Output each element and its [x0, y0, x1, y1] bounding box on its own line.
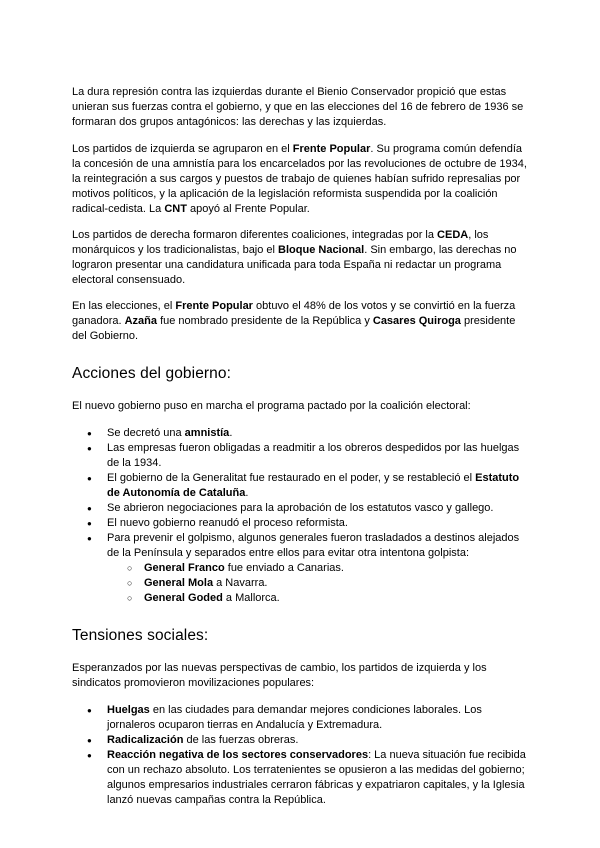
- sub-list-item: [107, 576, 528, 591]
- text-run: . Su programa común defendía la concesión de una amnistía para los encarcelados por las revoluciones de octubre de 1934, la reintegración a sus cargos y puestos de trabajo de quienes habían sufrido represalias por motivos políticos, y la aplicación de la legislación reformista suspendida por la coalición radical-cedista. La: [72, 143, 527, 215]
- bold-text-run: Huelgas: [107, 704, 150, 716]
- list-item: [72, 748, 528, 808]
- text-run: En las elecciones, el: [72, 300, 176, 312]
- text-run: en las ciudades para demandar mejores condiciones laborales. Los jornaleros ocuparon tierras en Andalucía y Extremadura.: [107, 704, 482, 731]
- paragraph-p2: [72, 142, 528, 217]
- section-intro-tensiones: Esperanzados por las nuevas perspectivas de cambio, los partidos de izquierda y los sindicatos promovieron movilizaciones populares:: [72, 662, 487, 689]
- list-item: [72, 441, 528, 471]
- bold-text-run: Radicalización: [107, 734, 184, 746]
- text-run: apoyó al Frente Popular.: [186, 203, 310, 215]
- bold-text-run: Reacción negativa de los sectores conservadores: [107, 749, 369, 761]
- list-item: [72, 531, 528, 606]
- text-run: Los partidos de izquierda se agruparon en el: [72, 143, 293, 155]
- bold-text-run: Frente Popular: [292, 143, 371, 155]
- bold-text-run: Casares Quiroga: [372, 315, 461, 327]
- bold-text-run: CNT: [164, 203, 187, 215]
- bold-text-run: amnistía: [184, 427, 230, 439]
- sub-list-item: [107, 561, 528, 576]
- text-run: a Mallorca.: [222, 592, 280, 604]
- text-run: El gobierno de la Generalitat fue restaurado en el poder, y se restableció el: [107, 472, 476, 484]
- bold-text-run: CEDA: [437, 229, 469, 241]
- text-run: : La nueva situación fue recibida con un rechazo absoluto. Los terratenientes se opusieron a las medidas del gobierno; algunos empresarios industriales cerraron fábricas y expatriaron capitales, y la Iglesia lanzó nuevas campañas contra la República.: [107, 749, 526, 806]
- text-run: obtuvo el 48% de los votos y se convirtió en la fuerza ganadora.: [72, 300, 516, 327]
- section-heading-tensiones: Tensiones sociales:: [72, 627, 209, 644]
- text-run: Se decretó una: [107, 427, 185, 439]
- bold-text-run: General Goded: [144, 592, 223, 604]
- section-intro-acciones: El nuevo gobierno puso en marcha el programa pactado por la coalición electoral:: [72, 400, 471, 412]
- text-run: a Navarra.: [213, 577, 268, 589]
- paragraph-p1: [72, 85, 528, 130]
- bold-text-run: Bloque Nacional: [278, 244, 365, 256]
- text-run: El nuevo gobierno reanudó el proceso reformista.: [107, 517, 348, 529]
- text-run: .: [245, 487, 249, 499]
- list-item: [72, 501, 528, 516]
- list-item: [72, 426, 528, 441]
- text-run: Las empresas fueron obligadas a readmitir a los obreros despedidos por las huelgas de la 1934.: [107, 442, 520, 469]
- list-item: [72, 516, 528, 531]
- text-run: de las fuerzas obreras.: [183, 734, 299, 746]
- text-run: fue enviado a Canarias.: [224, 562, 344, 574]
- bold-text-run: Estatuto de Autonomía de Cataluña: [107, 472, 520, 499]
- list-item: [72, 471, 528, 501]
- intro-paragraphs: [72, 85, 528, 344]
- text-run: .: [229, 427, 233, 439]
- text-run: Para prevenir el golpismo, algunos generales fueron trasladados a destinos alejados de la Península y separados entre ellos para evitar otra intentona golpista:: [107, 532, 520, 559]
- bold-text-run: Frente Popular: [175, 300, 253, 312]
- list-item: [72, 703, 528, 733]
- sub-list: [107, 561, 528, 606]
- tensiones-list: [72, 703, 528, 808]
- paragraph-p3: [72, 228, 528, 288]
- list-item: [72, 733, 528, 748]
- paragraph-p4: [72, 299, 528, 344]
- text-run: fue nombrado presidente de la República y: [157, 315, 373, 327]
- text-run: Se abrieron negociaciones para la aprobación de los estatutos vasco y gallego.: [107, 502, 494, 514]
- bold-text-run: General Mola: [144, 577, 214, 589]
- acciones-list: [72, 426, 528, 606]
- text-run: , los monárquicos y los tradicionalistas, bajo el: [72, 229, 489, 256]
- sub-list-item: [107, 591, 528, 606]
- section-heading-acciones: Acciones del gobierno:: [72, 365, 232, 382]
- text-run: Los partidos de derecha formaron diferentes coaliciones, integradas por la: [72, 229, 438, 241]
- text-run: presidente del Gobierno.: [72, 315, 516, 342]
- bold-text-run: General Franco: [144, 562, 225, 574]
- text-run: . Sin embargo, las derechas no lograron presentar una candidatura unificada para toda España ni redactar un programa electoral consensuado.: [72, 244, 517, 286]
- bold-text-run: Azaña: [124, 315, 158, 327]
- text-run: La dura represión contra las izquierdas durante el Bienio Conservador propició que estas unieran sus fuerzas contra el gobierno, y que en las elecciones del 16 de febrero de 1936 se formaran dos grupos antagónicos: las derechas y las izquierdas.: [72, 86, 524, 128]
